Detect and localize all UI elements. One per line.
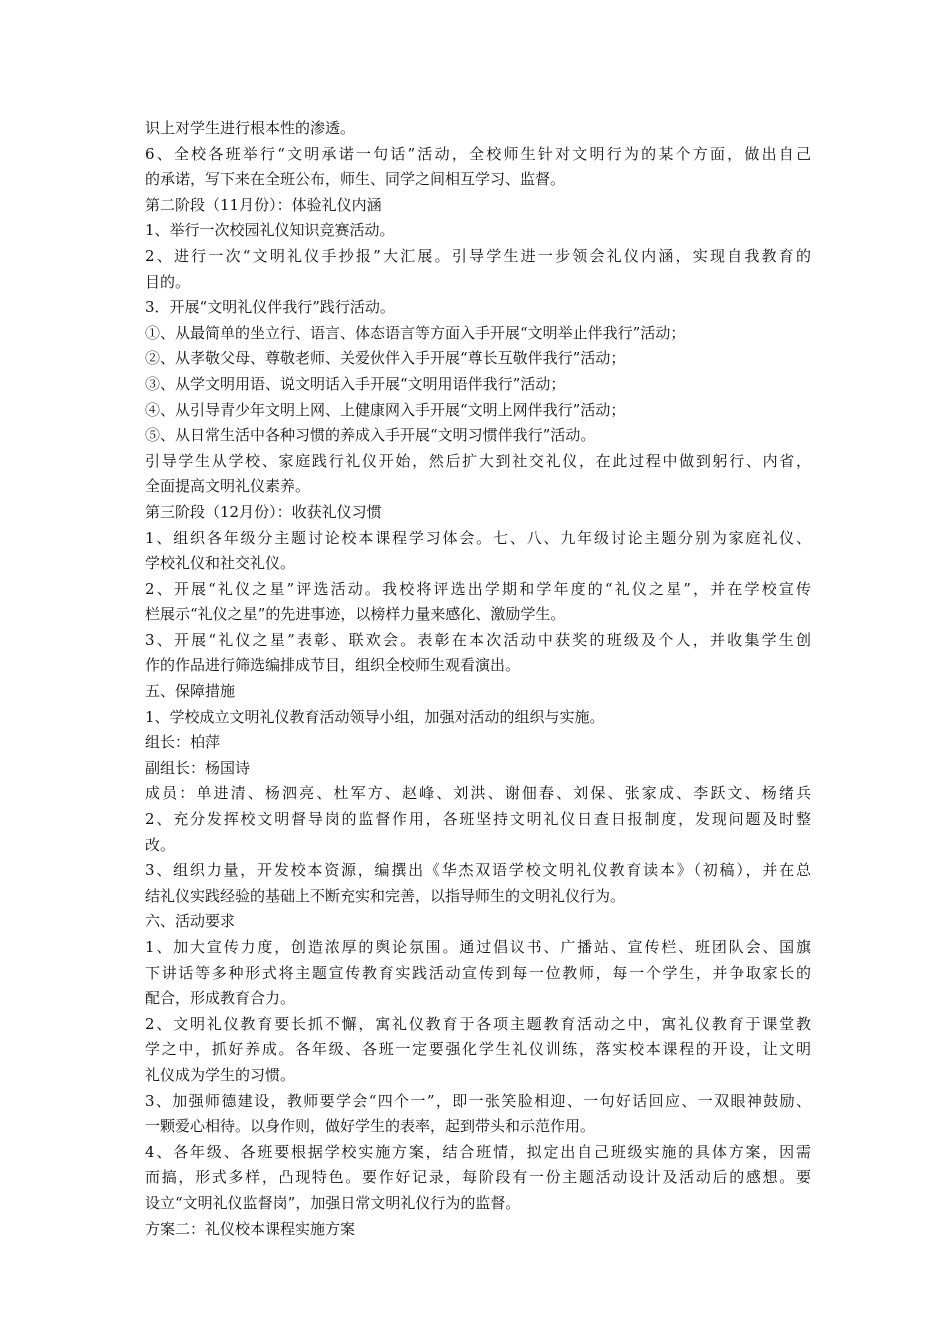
document-body: [145, 116, 811, 1242]
text-line: 2、进行一次“文明礼仪手抄报”大汇展。引导学生进一步领会礼仪内涵，实现自我教育的: [145, 246, 811, 265]
text-line: 而搞，形式多样，凸现特色。要作好记录，每阶段有一份主题活动设计及活动后的感想。要: [145, 1168, 811, 1187]
text-line: 2、开展“礼仪之星”评选活动。我校将评选出学期和学年度的“礼仪之星”，并在学校宣传: [145, 579, 811, 598]
text-line: 全面提高文明礼仪素养。: [145, 477, 311, 496]
text-line: ②、从孝敬父母、尊敬老师、关爱伙伴入手开展“尊长互敬伴我行”活动；: [145, 349, 626, 368]
text-line: 2、充分发挥校文明督导岗的监督作用，各班坚持文明礼仪日查日报制度，发现问题及时整: [145, 810, 811, 829]
text-line: 1、组织各年级分主题讨论校本课程学习体会。七、八、九年级讨论主题分别为家庭礼仪、: [145, 528, 811, 547]
text-line: 引导学生从学校、家庭践行礼仪开始，然后扩大到社交礼仪，在此过程中做到躬行、内省，: [145, 451, 811, 470]
text-line: 成员：单进清、杨泗亮、杜军方、赵峰、刘洪、谢佃春、刘保、张家成、李跃文、杨绪兵: [145, 784, 811, 803]
text-line: ⑤、从日常生活中各种习惯的养成入手开展“文明习惯伴我行”活动。: [145, 426, 596, 445]
text-line: 礼仪成为学生的习惯。: [145, 1065, 296, 1084]
text-line: 组长：柏萍: [145, 733, 221, 752]
text-line: 3、开展“礼仪之星”表彰、联欢会。表彰在本次活动中获奖的班级及个人，并收集学生创: [145, 630, 811, 649]
text-line: ③、从学文明用语、说文明话入手开展“文明用语伴我行”活动；: [145, 374, 566, 393]
text-line: 1、举行一次校园礼仪知识竞赛活动。: [145, 221, 395, 240]
text-line: 识上对学生进行根本性的渗透。: [145, 119, 356, 137]
text-line: 2、文明礼仪教育要长抓不懈，寓礼仪教育于各项主题教育活动之中，寓礼仪教育于课堂教: [145, 1014, 811, 1033]
text-line: 第二阶段（11月份）：体验礼仪内涵: [145, 195, 382, 214]
text-line: 1、加大宣传力度，创造浓厚的舆论氛围。通过倡议书、广播站、宣传栏、班团队会、国旗: [145, 938, 811, 956]
text-line: 栏展示“礼仪之星”的先进事迹，以榜样力量来感化、激励学生。: [145, 605, 566, 624]
text-line: 一颗爱心相待。以身作则，做好学生的表率，起到带头和示范作用。: [145, 1117, 596, 1136]
text-line: 学校礼仪和社交礼仪。: [145, 554, 296, 573]
text-line: ①、从最简单的坐立行、语言、体态语言等方面入手开展“文明举止伴我行”活动；: [145, 323, 686, 342]
text-line: 副组长：杨国诗: [145, 758, 251, 777]
text-line: 方案二：礼仪校本课程实施方案: [145, 1219, 356, 1238]
text-line: 下讲话等多种形式将主题宣传教育实践活动宣传到每一位教师，每一个学生，并争取家长的: [145, 963, 811, 982]
text-line: 作的作品进行筛选编排成节目，组织全校师生观看演出。: [145, 656, 521, 675]
text-line: 3、组织力量，开发校本资源，编撰出《华杰双语学校文明礼仪教育读本》（初稿），并在总: [145, 861, 811, 880]
text-line: 设立“文明礼仪监督岗”，加强日常文明礼仪行为的监督。: [145, 1193, 521, 1212]
text-line: 6、全校各班举行“文明承诺一句话”活动，全校师生针对文明行为的某个方面，做出自己: [145, 144, 811, 163]
text-line: 六、活动要求: [145, 912, 236, 931]
text-line: 第三阶段（12月份）：收获礼仪习惯: [145, 502, 382, 521]
text-line: 3、加强师德建设，教师要学会“四个一”，即一张笑脸相迎、一句好话回应、一双眼神鼓励、: [145, 1091, 811, 1110]
text-line: 学之中，抓好养成。各年级、各班一定要强化学生礼仪训练，落实校本课程的开设，让文明: [145, 1040, 811, 1059]
text-line: 的承诺，写下来在全班公布，师生、同学之间相互学习、监督。: [145, 170, 566, 189]
text-line: 目的。: [145, 272, 191, 291]
text-line: ④、从引导青少年文明上网、上健康网入手开展“文明上网伴我行”活动；: [145, 400, 626, 419]
text-line: 改。: [145, 835, 176, 854]
text-line: 五、保障措施: [145, 682, 236, 701]
text-line: 3．开展“文明礼仪伴我行”践行活动。: [145, 298, 395, 317]
text-line: 配合，形成教育合力。: [145, 989, 296, 1008]
text-line: 1、学校成立文明礼仪教育活动领导小组，加强对活动的组织与实施。: [145, 707, 605, 726]
text-line: 4、各年级、各班要根据学校实施方案，结合班情，拟定出自己班级实施的具体方案，因需: [145, 1142, 811, 1161]
text-line: 结礼仪实践经验的基础上不断充实和完善，以指导师生的文明礼仪行为。: [145, 886, 626, 905]
